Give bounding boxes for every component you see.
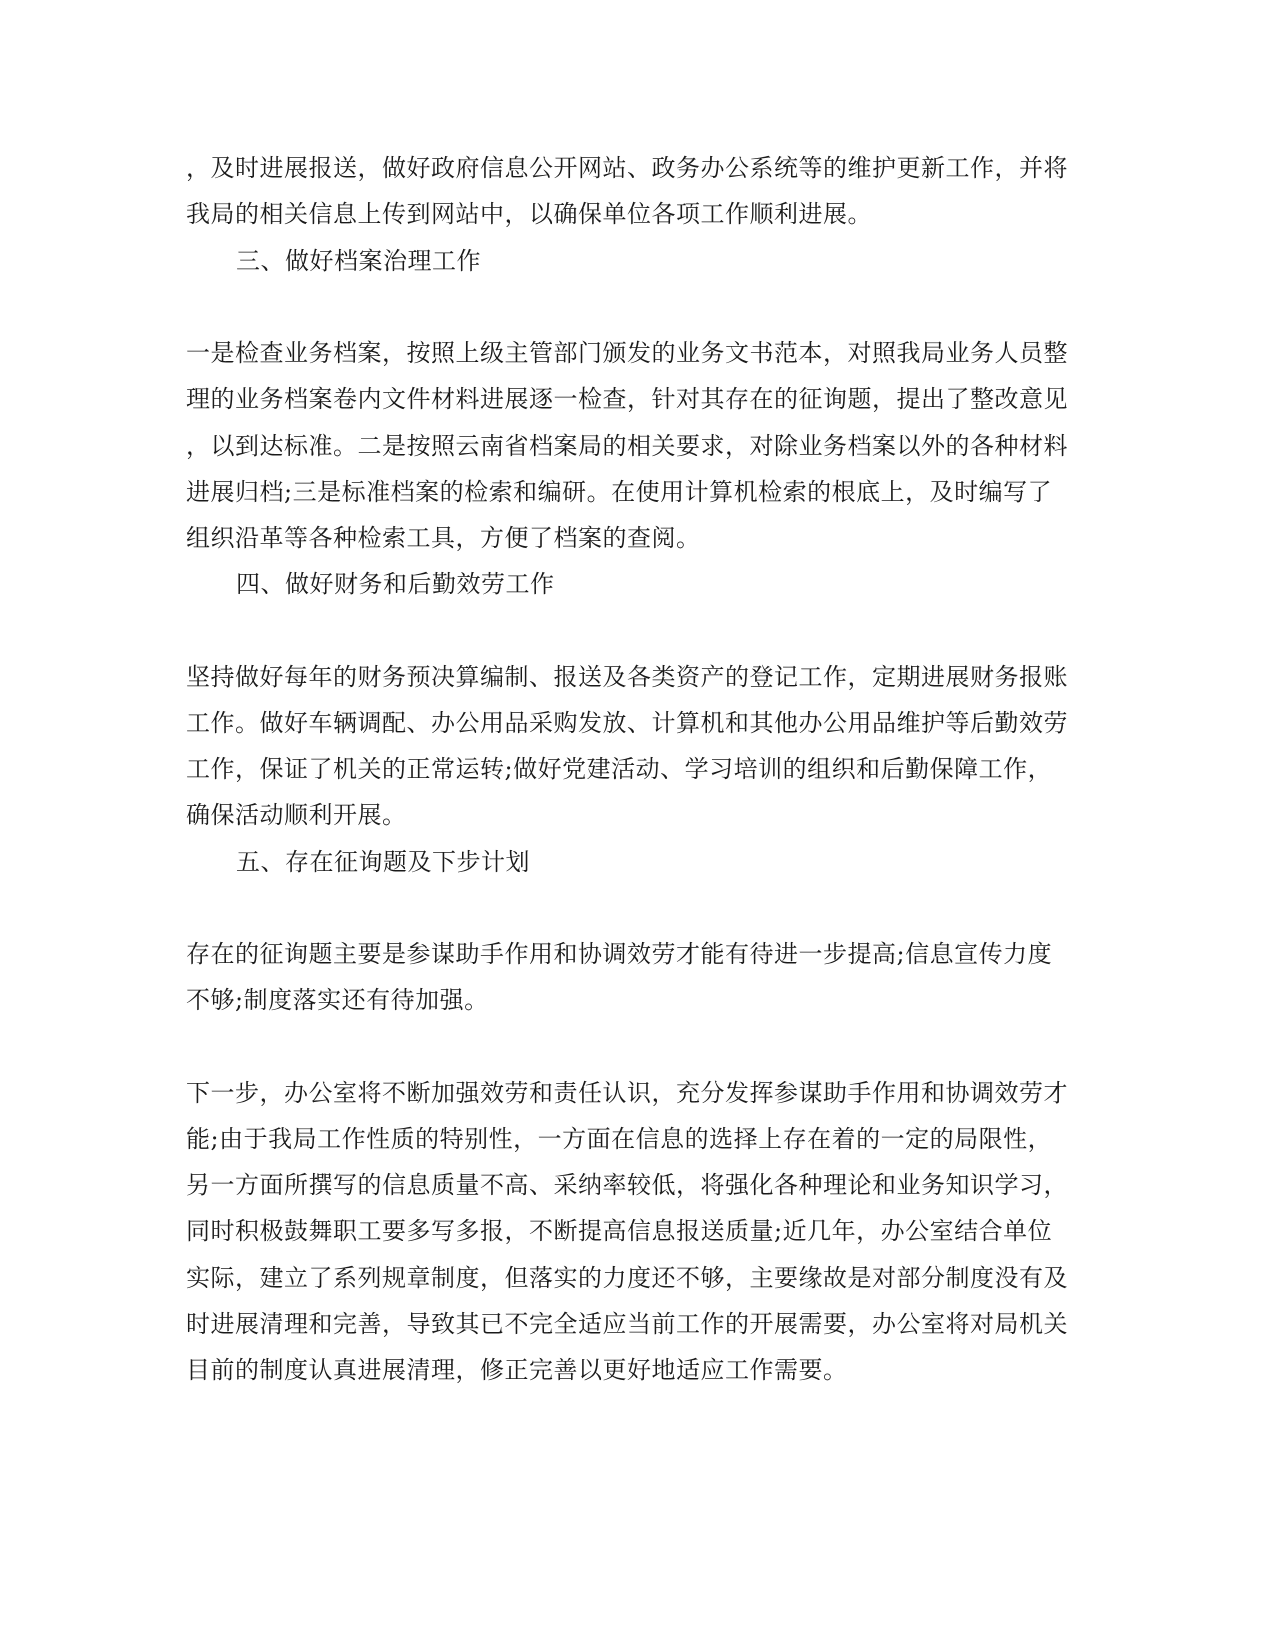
paragraph-line: 组织沿革等各种检索工具，方便了档案的查阅。 — [186, 524, 701, 552]
paragraph-line: 存在的征询题主要是参谋助手作用和协调效劳才能有待进一步提高;信息宣传力度 — [186, 940, 1053, 968]
paragraph-line: 进展归档;三是标准档案的检索和编研。在使用计算机检索的根底上，及时编写了 — [186, 478, 1053, 506]
paragraph-line: 实际，建立了系列规章制度，但落实的力度还不够，主要缘故是对部分制度没有及 — [186, 1264, 1068, 1292]
paragraph-line: 工作，保证了机关的正常运转;做好党建活动、学习培训的组织和后勤保障工作， — [186, 755, 1053, 783]
section-heading: 五、存在征询题及下步计划 — [236, 848, 530, 876]
paragraph-line: 目前的制度认真进展清理，修正完善以更好地适应工作需要。 — [186, 1356, 848, 1384]
paragraph-line: 时进展清理和完善，导致其已不完全适应当前工作的开展需要，办公室将对局机关 — [186, 1310, 1068, 1338]
paragraph-line: 一是检查业务档案，按照上级主管部门颁发的业务文书范本，对照我局业务人员整 — [186, 339, 1068, 367]
paragraph-line: 不够;制度落实还有待加强。 — [186, 986, 489, 1014]
paragraph-line: ，以到达标准。二是按照云南省档案局的相关要求，对除业务档案以外的各种材料 — [186, 432, 1068, 460]
section-heading: 三、做好档案治理工作 — [236, 247, 481, 275]
paragraph-line: ，及时进展报送，做好政府信息公开网站、政务办公系统等的维护更新工作，并将 — [186, 154, 1068, 182]
paragraph-line: 另一方面所撰写的信息质量不高、采纳率较低，将强化各种理论和业务知识学习， — [186, 1171, 1068, 1199]
section-heading: 四、做好财务和后勤效劳工作 — [236, 570, 555, 598]
paragraph-line: 同时积极鼓舞职工要多写多报，不断提高信息报送质量;近几年，办公室结合单位 — [186, 1217, 1053, 1245]
paragraph-line: 坚持做好每年的财务预决算编制、报送及各类资产的登记工作，定期进展财务报账 — [186, 663, 1068, 691]
paragraph-line: 我局的相关信息上传到网站中，以确保单位各项工作顺利进展。 — [186, 200, 872, 228]
paragraph-line: 下一步，办公室将不断加强效劳和责任认识，充分发挥参谋助手作用和协调效劳才 — [186, 1079, 1068, 1107]
paragraph-line: 理的业务档案卷内文件材料进展逐一检查，针对其存在的征询题，提出了整改意见 — [186, 385, 1068, 413]
paragraph-line: 确保活动顺利开展。 — [186, 801, 407, 829]
paragraph-line: 能;由于我局工作性质的特别性，一方面在信息的选择上存在着的一定的局限性， — [186, 1125, 1053, 1153]
paragraph-line: 工作。做好车辆调配、办公用品采购发放、计算机和其他办公用品维护等后勤效劳 — [186, 709, 1068, 737]
